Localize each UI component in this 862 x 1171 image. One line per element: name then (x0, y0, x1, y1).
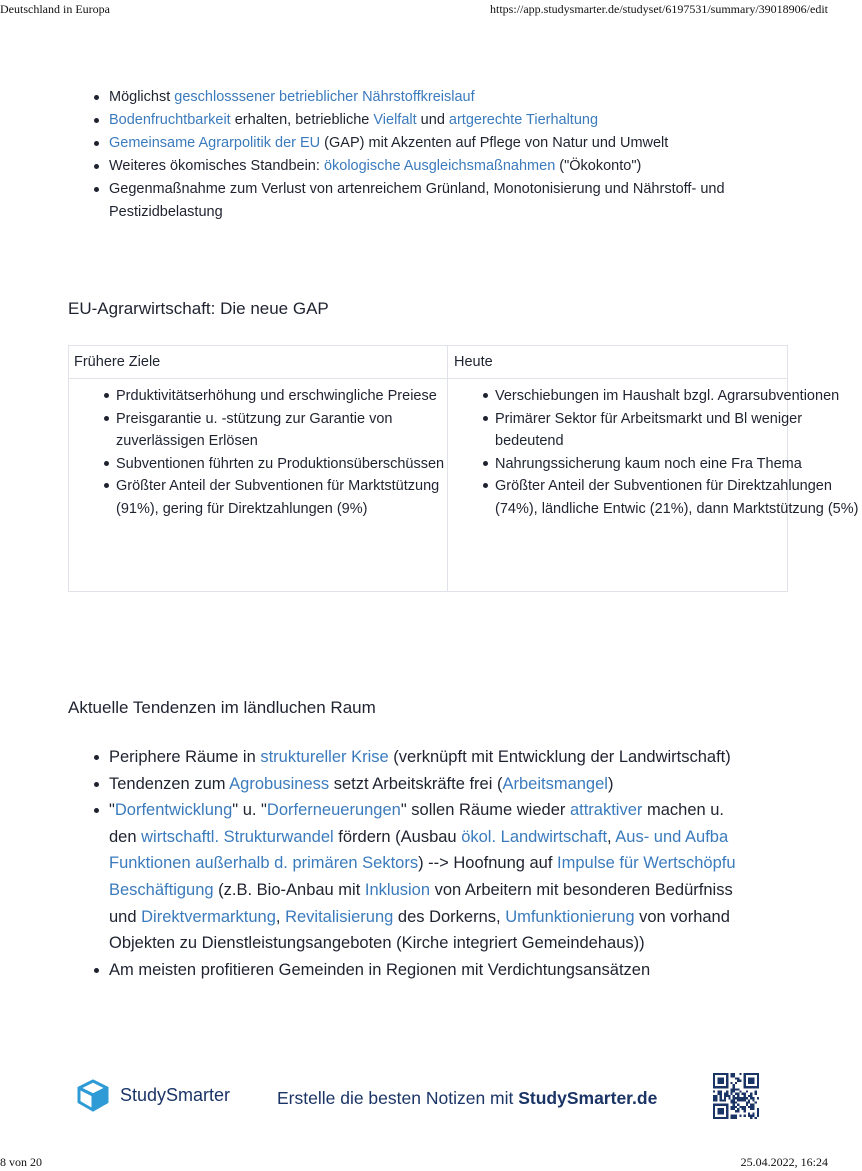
qr-module (735, 1115, 737, 1117)
qr-module (752, 1104, 754, 1106)
qr-module (755, 1091, 757, 1093)
qr-module (744, 1097, 746, 1099)
table-header-today: Heute (454, 354, 493, 370)
qr-module (737, 1077, 739, 1079)
qr-module (724, 1093, 726, 1095)
qr-module (731, 1101, 733, 1103)
qr-module (737, 1097, 739, 1099)
qr-module (739, 1097, 741, 1099)
keyword-link[interactable]: ökol. Landwirtschaft (461, 827, 608, 846)
trends-bullet-list (90, 744, 770, 983)
qr-module (724, 1097, 726, 1099)
qr-module (735, 1117, 737, 1119)
qr-module (713, 1099, 715, 1101)
qr-module (733, 1091, 735, 1093)
list-item: "Dorfentwicklung" u. "Dorferneuerungen" sollen Räume wieder attraktiver machen u. den wirtschaftl. Strukturwandel fördern (Ausbau ökol. Landwirtschaft, Aus- und Aufba Funktionen außerhalb d. primären Sektors) --> Hoofnung auf Impulse für Wertschöpfu Beschäftigung (z.B. Bio-Anbau mit Inklusion von Arbeitern mit besonderen Bedürfniss und Direktvermarktung, Revitalisierung des Dorkerns, Umfunktionierung von vorhand Objekten zu Dienstleistungsangeboten (Kirche integriert Gemeindehaus)) (90, 797, 770, 957)
qr-module (746, 1101, 748, 1103)
qr-module (735, 1093, 737, 1095)
studysmarter-footer-banner (0, 1068, 828, 1128)
qr-module (735, 1082, 737, 1084)
qr-module (735, 1101, 737, 1103)
qr-module (739, 1115, 741, 1117)
gap-comparison-table (68, 345, 859, 592)
qr-module (748, 1115, 750, 1117)
qr-module (715, 1095, 717, 1097)
qr-module (744, 1093, 746, 1095)
qr-module (744, 1095, 746, 1097)
qr-module (757, 1112, 759, 1114)
qr-module (739, 1073, 741, 1075)
table-cell-previous-goals (103, 385, 445, 520)
keyword-link[interactable]: Impulse für Wertschöpfu (557, 854, 736, 873)
keyword-link[interactable]: Bodenfruchtbarkeit (109, 112, 231, 128)
keyword-link[interactable]: Revitalisierung (285, 907, 394, 926)
qr-module (755, 1117, 757, 1119)
qr-module (750, 1108, 752, 1110)
qr-module (733, 1117, 735, 1119)
qr-module (717, 1077, 724, 1084)
qr-module (731, 1093, 733, 1095)
qr-module (726, 1095, 728, 1097)
qr-module (750, 1097, 752, 1099)
list-item: Prduktivitätserhöhung und erschwingliche Preiese (103, 385, 445, 408)
keyword-link[interactable]: Agrobusiness (229, 774, 330, 793)
qr-module (715, 1099, 717, 1101)
qr-module (726, 1093, 728, 1095)
qr-module (741, 1093, 743, 1095)
qr-module (731, 1106, 733, 1108)
print-footer (0, 1155, 828, 1171)
qr-module (733, 1104, 735, 1106)
keyword-link[interactable]: Vielfalt (373, 112, 417, 128)
list-item: Bodenfruchtbarkeit erhalten, betriebliche Vielfalt und artgerechte Tierhaltung (90, 109, 770, 132)
qr-module (731, 1073, 733, 1075)
qr-module (731, 1099, 733, 1101)
qr-module (720, 1093, 722, 1095)
qr-module (731, 1091, 733, 1093)
studysmarter-cube-icon (74, 1078, 112, 1114)
qr-module (735, 1088, 737, 1090)
qr-module (752, 1106, 754, 1108)
brand-name: StudySmarter (120, 1085, 231, 1105)
qr-module (737, 1080, 739, 1082)
qr-module (731, 1108, 733, 1110)
qr-module (737, 1108, 739, 1110)
qr-module (720, 1091, 722, 1093)
qr-module (728, 1095, 730, 1097)
qr-module (755, 1093, 757, 1095)
slogan-brand: StudySmarter.de (518, 1088, 658, 1108)
qr-module (733, 1095, 735, 1097)
list-item: Subventionen führten zu Produktionsüberschüssen (103, 453, 445, 476)
qr-module (739, 1099, 741, 1101)
qr-module (744, 1099, 746, 1101)
qr-module (733, 1106, 735, 1108)
qr-module (748, 1095, 750, 1097)
print-header-url[interactable]: https://app.studysmarter.de/studyset/6197531/summary/39018906/edit (490, 2, 828, 16)
qr-module (752, 1108, 754, 1110)
keyword-link[interactable]: geschlosssener betrieblicher Nährstoffkreislauf (174, 89, 475, 105)
qr-module (744, 1110, 746, 1112)
qr-module (733, 1075, 735, 1077)
keyword-link[interactable]: wirtschaftl. Strukturwandel (141, 827, 334, 846)
qr-module (724, 1099, 726, 1101)
qr-module (750, 1093, 752, 1095)
qr-module (733, 1115, 735, 1117)
qr-module (731, 1082, 733, 1084)
qr-module (741, 1099, 743, 1101)
keyword-link[interactable]: Funktionen außerhalb d. primären Sektors (109, 854, 419, 873)
qr-module (757, 1108, 759, 1110)
list-item: Verschiebungen im Haushalt bzgl. Agrarsubventionen (482, 385, 862, 408)
qr-module (739, 1091, 741, 1093)
qr-module (737, 1088, 739, 1090)
list-item: Gemeinsame Agrarpolitik der EU (GAP) mit Akzenten auf Pflege von Natur und Umwelt (90, 132, 770, 155)
qr-module (757, 1110, 759, 1112)
qr-module (741, 1097, 743, 1099)
list-item: Nahrungssicherung kaum noch eine Fra Thema (482, 453, 862, 476)
qr-module (744, 1108, 746, 1110)
qr-module (752, 1112, 754, 1114)
qr-module (746, 1097, 748, 1099)
qr-module (744, 1106, 746, 1108)
list-item: Größter Anteil der Subventionen für Marktstützung (91%), gering für Direktzahlungen (9%) (103, 475, 445, 520)
document-content (68, 0, 859, 1060)
qr-module (744, 1115, 746, 1117)
section-heading-trends: Aktuelle Tendenzen im ländluchen Raum (68, 698, 376, 717)
list-item: Preisgarantie u. -stützung zur Garantie von zuverlässigen Erlösen (103, 408, 445, 453)
section-heading-gap: EU-Agrarwirtschaft: Die neue GAP (68, 299, 329, 318)
qr-module (737, 1104, 739, 1106)
qr-module (748, 1077, 755, 1084)
keyword-link[interactable]: Beschäftigung (109, 880, 214, 899)
list-item: Gegenmaßnahme zum Verlust von artenreichem Grünland, Monotonisierung und Nährstoff- und Pestizidbelastung (90, 178, 770, 224)
keyword-link[interactable]: Arbeitsmangel (502, 774, 608, 793)
qr-module (731, 1115, 733, 1117)
keyword-link[interactable]: Gemeinsame Agrarpolitik der EU (109, 135, 321, 151)
qr-module (720, 1095, 722, 1097)
qr-module (750, 1117, 752, 1119)
keyword-link[interactable]: struktureller Krise (260, 748, 389, 766)
qr-module (731, 1075, 733, 1077)
keyword-link[interactable]: artgerechte Tierhaltung (448, 112, 599, 128)
qr-module (757, 1115, 759, 1117)
qr-module (713, 1097, 715, 1099)
qr-module (733, 1088, 735, 1090)
qr-module (717, 1091, 719, 1093)
qr-module (752, 1115, 754, 1117)
intro-bullet-list (90, 86, 770, 224)
qr-module (733, 1108, 735, 1110)
qr-module (737, 1099, 739, 1101)
qr-module (717, 1093, 719, 1095)
qr-module (724, 1095, 726, 1097)
qr-module (739, 1106, 741, 1108)
table-cell-today (482, 385, 862, 520)
keyword-link[interactable]: Inklusion (364, 880, 431, 899)
qr-module (750, 1095, 752, 1097)
qr-module (733, 1084, 735, 1086)
list-item: Primärer Sektor für Arbeitsmarkt und Bl weniger bedeutend (482, 408, 862, 453)
qr-module (720, 1099, 722, 1101)
qr-module (733, 1099, 735, 1101)
qr-module (728, 1097, 730, 1099)
qr-module (735, 1106, 737, 1108)
qr-module (722, 1099, 724, 1101)
qr-module (746, 1104, 748, 1106)
print-header-title: Deutschland in Europa (0, 2, 110, 16)
list-item: Periphere Räume in struktureller Krise (verknüpft mit Entwicklung der Landwirtschaft) (90, 744, 770, 771)
footer-slogan[interactable]: Erstelle die besten Notizen mit StudySmarter.de (277, 1088, 658, 1108)
list-item: Möglichst geschlosssener betrieblicher Nährstoffkreislauf (90, 86, 770, 109)
qr-module (741, 1106, 743, 1108)
keyword-link[interactable]: ökologische Ausgleichsmaßnahmen (323, 158, 556, 174)
qr-module (757, 1097, 759, 1099)
qr-module (752, 1099, 754, 1101)
keyword-link[interactable]: Dorfentwicklung (114, 801, 233, 820)
qr-module (731, 1117, 733, 1119)
qr-module (735, 1097, 737, 1099)
qr-module (755, 1101, 757, 1103)
qr-module (735, 1110, 737, 1112)
qr-module (713, 1095, 715, 1097)
qr-module (733, 1073, 735, 1075)
keyword-link[interactable]: attraktiver (569, 801, 643, 820)
qr-module (726, 1091, 728, 1093)
table-divider (69, 378, 787, 379)
qr-module (752, 1097, 754, 1099)
keyword-link[interactable]: Direktvermarktung (141, 907, 276, 926)
qr-module (720, 1097, 722, 1099)
qr-code-icon[interactable] (713, 1073, 759, 1119)
list-item: Weiteres ökomisches Standbein: ökologische Ausgleichsmaßnahmen ("Ökokonto") (90, 155, 770, 178)
qr-module (733, 1097, 735, 1099)
qr-module (737, 1110, 739, 1112)
keyword-link[interactable]: Umfunktionierung (505, 907, 635, 926)
qr-module (715, 1097, 717, 1099)
qr-module (750, 1115, 752, 1117)
qr-module (733, 1101, 735, 1103)
qr-module (717, 1108, 724, 1115)
qr-module (741, 1108, 743, 1110)
page-number: 8 von 20 (0, 1155, 42, 1169)
qr-module (735, 1077, 737, 1079)
qr-module (748, 1101, 750, 1103)
qr-module (739, 1080, 741, 1082)
qr-module (713, 1091, 715, 1093)
list-item: Tendenzen zum Agrobusiness setzt Arbeitskräfte frei (Arbeitsmangel) (90, 771, 770, 798)
qr-module (731, 1088, 733, 1090)
list-item: Größter Anteil der Subventionen für Direktzahlungen (74%), ländliche Entwic (21%), dann Marktstützung (5%) (482, 475, 862, 520)
qr-module (733, 1086, 735, 1088)
print-datetime: 25.04.2022, 16:24 (740, 1155, 828, 1169)
qr-module (750, 1104, 752, 1106)
keyword-link[interactable]: Dorferneuerungen (266, 801, 401, 820)
qr-module (737, 1095, 739, 1097)
table-header-previous-goals: Frühere Ziele (74, 354, 161, 370)
table-divider (447, 346, 448, 591)
qr-module (748, 1099, 750, 1101)
keyword-link[interactable]: Aus- und Aufba (615, 827, 729, 846)
list-item: Am meisten profitieren Gemeinden in Regionen mit Verdichtungsansätzen (90, 957, 770, 984)
qr-module (750, 1106, 752, 1108)
qr-module (748, 1106, 750, 1108)
qr-module (748, 1112, 750, 1114)
qr-module (746, 1091, 748, 1093)
qr-module (737, 1093, 739, 1095)
